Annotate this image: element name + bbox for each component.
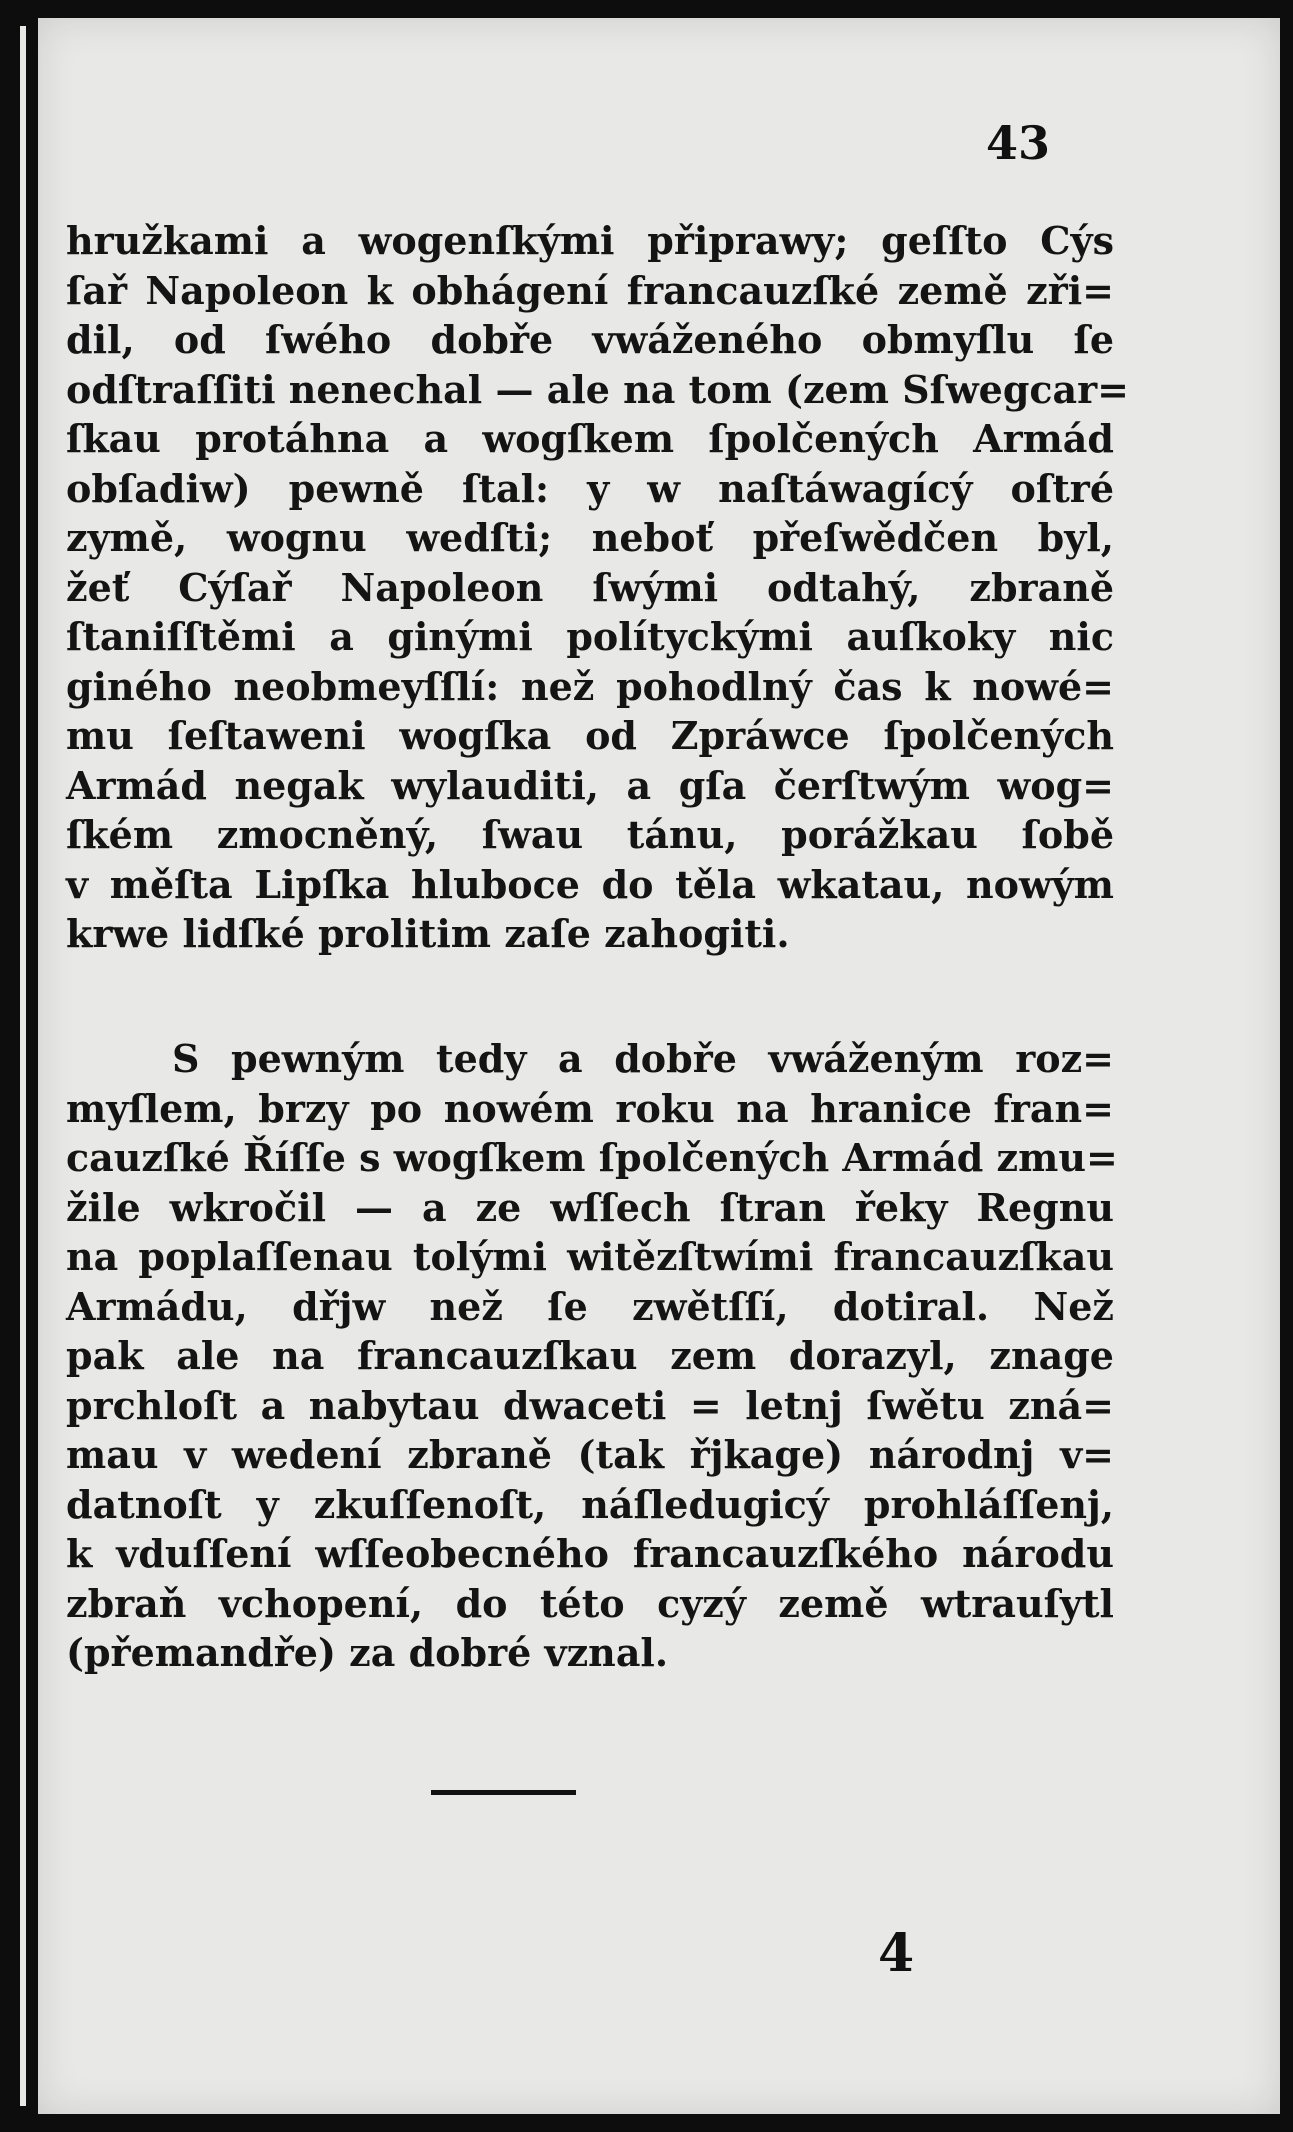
text-line: datnoſt y zkuſſenoſt, náſledugicý prohláſſenj,	[66, 1481, 1114, 1527]
text-line: k vduſſení wſſeobecného francauzſkého národu	[66, 1531, 1114, 1576]
text-line: (přemandře) za dobré vznal.	[66, 1630, 669, 1675]
text-line: hružkami a wogenſkými připrawy; geſſto Cýs	[66, 218, 1114, 263]
text-line: zymě, wognu wedſti; neboť přeſwědčen byl,	[66, 515, 1114, 560]
text-line: dil, od ſwého dobře vwáženého obmyſlu ſe	[66, 317, 1114, 362]
signature-mark: 4	[878, 1923, 915, 1984]
text-line: odſtraſſiti nenechal — ale na tom (zem Sſwegcar=	[66, 366, 1130, 412]
text-line: na poplaſſenau tolými witězſtwími francauzſkau	[66, 1234, 1114, 1279]
text-line: Armádu, dřjw než ſe zwětſſí, dotiral. Než	[66, 1283, 1114, 1329]
book-page	[38, 18, 1280, 2114]
section-separator-rule	[431, 1790, 576, 1795]
page-number: 43	[985, 116, 1050, 170]
text-line: ſtaniſſtěmi a ginými polítyckými auſkoky nic	[66, 614, 1114, 659]
text-line: žile wkročil — a ze wſſech ſtran řeky Regnu	[66, 1184, 1114, 1230]
text-line: Armád negak wylauditi, a gſa čerſtwým wog=	[66, 762, 1114, 808]
text-line: zbraň vchopení, do této cyzý země wtrauſytl	[66, 1580, 1114, 1626]
paragraph-1	[66, 216, 1130, 959]
text-line: ſkém zmocněný, ſwau tánu, porážkau ſobě	[66, 812, 1114, 857]
text-line: žeť Cýſař Napoleon ſwými odtahý, zbraně	[66, 564, 1114, 610]
text-line: mu ſeſtaweni wogſka od Zpráwce ſpolčených	[66, 713, 1114, 758]
text-line: S pewným tedy a dobře vwáženým roz=	[172, 1036, 1114, 1081]
scan-left-edge	[20, 26, 26, 2106]
text-line: mau v wedení zbraně (tak řjkage) národnj v=	[66, 1432, 1114, 1477]
paragraph-2	[66, 1034, 1118, 1678]
text-line: pak ale na francauzſkau zem dorazyl, znage	[66, 1333, 1114, 1378]
text-line: prchloſt a nabytau dwaceti = letnj ſwětu zná=	[66, 1382, 1114, 1428]
text-line: v měſta Lipſka hluboce do těla wkatau, nowým	[66, 861, 1114, 907]
text-line: myſlem, brzy po nowém roku na hranice fran=	[66, 1085, 1114, 1131]
text-line: cauzſké Říſſe s wogſkem ſpolčených Armád zmu=	[66, 1135, 1118, 1180]
text-line: ſkau protáhna a wogſkem ſpolčených Armád	[66, 416, 1114, 461]
text-line: ſař Napoleon k obhágení francauzſké země zři=	[66, 267, 1114, 313]
text-line: krwe lidſké prolitim zaſe zahogiti.	[66, 911, 790, 956]
text-line: giného neobmeyſſlí: než pohodlný čas k nowé=	[66, 663, 1114, 709]
text-line: obſadiw) pewně ſtal: y w naſtáwagícý oſtré	[66, 465, 1114, 511]
